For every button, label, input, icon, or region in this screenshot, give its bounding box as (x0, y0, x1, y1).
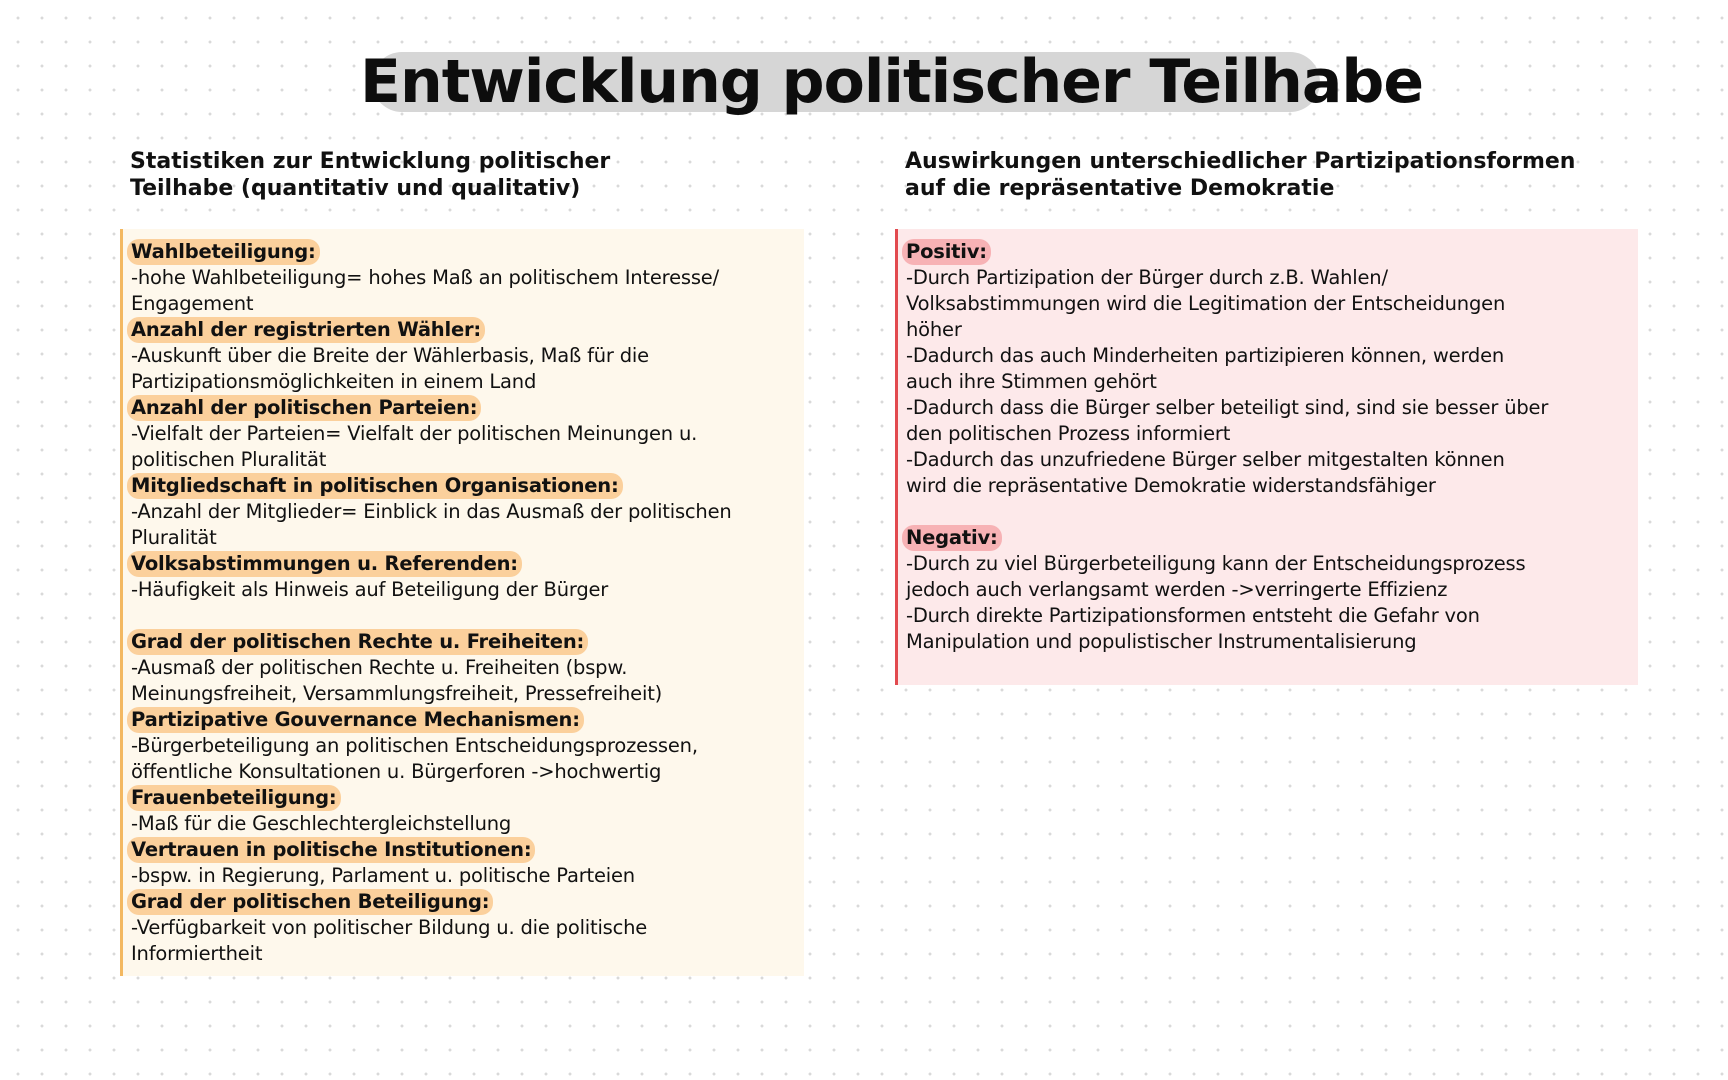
negative-label: Negativ: (902, 525, 1002, 551)
section-text: auch ihre Stimmen gehört (906, 370, 1157, 393)
section-text: wird die repräsentative Demokratie widerstandsfähiger (906, 474, 1436, 497)
section-text: -Durch direkte Partizipationsformen entsteht die Gefahr von (906, 604, 1480, 627)
section-text: -Durch zu viel Bürgerbeteiligung kann der Entscheidungsprozess (906, 552, 1526, 575)
item-text: Meinungsfreiheit, Versammlungsfreiheit, Pressefreiheit) (131, 682, 663, 705)
item-text: Informiertheit (131, 942, 263, 965)
section-text: Volksabstimmungen wird die Legitimation der Entscheidungen (906, 292, 1506, 315)
right-heading-line-2: auf die repräsentative Demokratie (905, 176, 1335, 201)
item-vertrauen (131, 837, 792, 889)
item-mitgliedschaft (131, 473, 792, 551)
item-text: -Anzahl der Mitglieder= Einblick in das Ausmaß der politischen (131, 500, 732, 523)
section-text: -Dadurch das auch Minderheiten partizipieren können, werden (906, 344, 1505, 367)
statistics-panel (120, 229, 804, 976)
section-text: höher (906, 318, 962, 341)
item-text: Partizipationsmöglichkeiten in einem Land (131, 370, 537, 393)
item-text: Engagement (131, 292, 254, 315)
item-label: Grad der politischen Beteiligung: (127, 889, 493, 915)
section-text: -Durch Partizipation der Bürger durch z.B. Wahlen/ (906, 266, 1388, 289)
section-text: Manipulation und populistischer Instrumentalisierung (906, 630, 1417, 653)
item-text: -Vielfalt der Parteien= Vielfalt der politischen Meinungen u. (131, 422, 698, 445)
item-gouvernance (131, 707, 792, 785)
item-label: Anzahl der registrierten Wähler: (127, 317, 485, 343)
item-wahlbeteiligung (131, 239, 792, 317)
item-text: -Häufigkeit als Hinweis auf Beteiligung der Bürger (131, 578, 609, 601)
section-text: den politischen Prozess informiert (906, 422, 1231, 445)
item-label: Volksabstimmungen u. Referenden: (127, 551, 522, 577)
spacer (131, 603, 792, 629)
item-text: öffentliche Konsultationen u. Bürgerforen ->hochwertig (131, 760, 662, 783)
spacer (906, 499, 1626, 525)
positive-label: Positiv: (902, 239, 991, 265)
item-text: -Bürgerbeteiligung an politischen Entscheidungsprozessen, (131, 734, 698, 757)
left-section-heading (130, 148, 830, 202)
section-text: -Dadurch das unzufriedene Bürger selber mitgestalten können (906, 448, 1505, 471)
left-heading-line-2: Teilhabe (quantitativ und qualitativ) (130, 176, 581, 201)
effects-panel (895, 229, 1638, 685)
item-rechte-freiheiten (131, 629, 792, 707)
item-label: Partizipative Gouvernance Mechanismen: (127, 707, 584, 733)
left-heading-line-1: Statistiken zur Entwicklung politischer (130, 149, 611, 174)
section-text: jedoch auch verlangsamt werden ->verringerte Effizienz (906, 578, 1448, 601)
item-text: -Maß für die Geschlechtergleichstellung (131, 812, 512, 835)
item-text: politischen Pluralität (131, 448, 327, 471)
right-heading-line-1: Auswirkungen unterschiedlicher Partizipationsformen (905, 149, 1576, 174)
item-text: Pluralität (131, 526, 217, 549)
item-label: Anzahl der politischen Parteien: (127, 395, 481, 421)
item-label: Mitgliedschaft in politischen Organisationen: (127, 473, 623, 499)
item-label: Vertrauen in politische Institutionen: (127, 837, 535, 863)
item-politische-parteien (131, 395, 792, 473)
item-registrierte-waehler (131, 317, 792, 395)
item-label: Wahlbeteiligung: (127, 239, 320, 265)
item-text: -hohe Wahlbeteiligung= hohes Maß an politischem Interesse/ (131, 266, 719, 289)
right-section-heading (905, 148, 1625, 202)
item-label: Frauenbeteiligung: (127, 785, 341, 811)
page-title: Entwicklung politischer Teilhabe (360, 47, 1424, 117)
item-grad-beteiligung (131, 889, 792, 967)
negative-section (906, 525, 1626, 655)
item-text: -bspw. in Regierung, Parlament u. politische Parteien (131, 864, 635, 887)
section-text: -Dadurch dass die Bürger selber beteiligt sind, sind sie besser über (906, 396, 1549, 419)
item-text: -Verfügbarkeit von politischer Bildung u. die politische (131, 916, 648, 939)
positive-section (906, 239, 1626, 499)
item-frauenbeteiligung (131, 785, 792, 837)
item-text: -Auskunft über die Breite der Wählerbasis, Maß für die (131, 344, 649, 367)
item-label: Grad der politischen Rechte u. Freiheiten: (127, 629, 588, 655)
item-text: -Ausmaß der politischen Rechte u. Freiheiten (bspw. (131, 656, 628, 679)
item-volksabstimmungen (131, 551, 792, 603)
